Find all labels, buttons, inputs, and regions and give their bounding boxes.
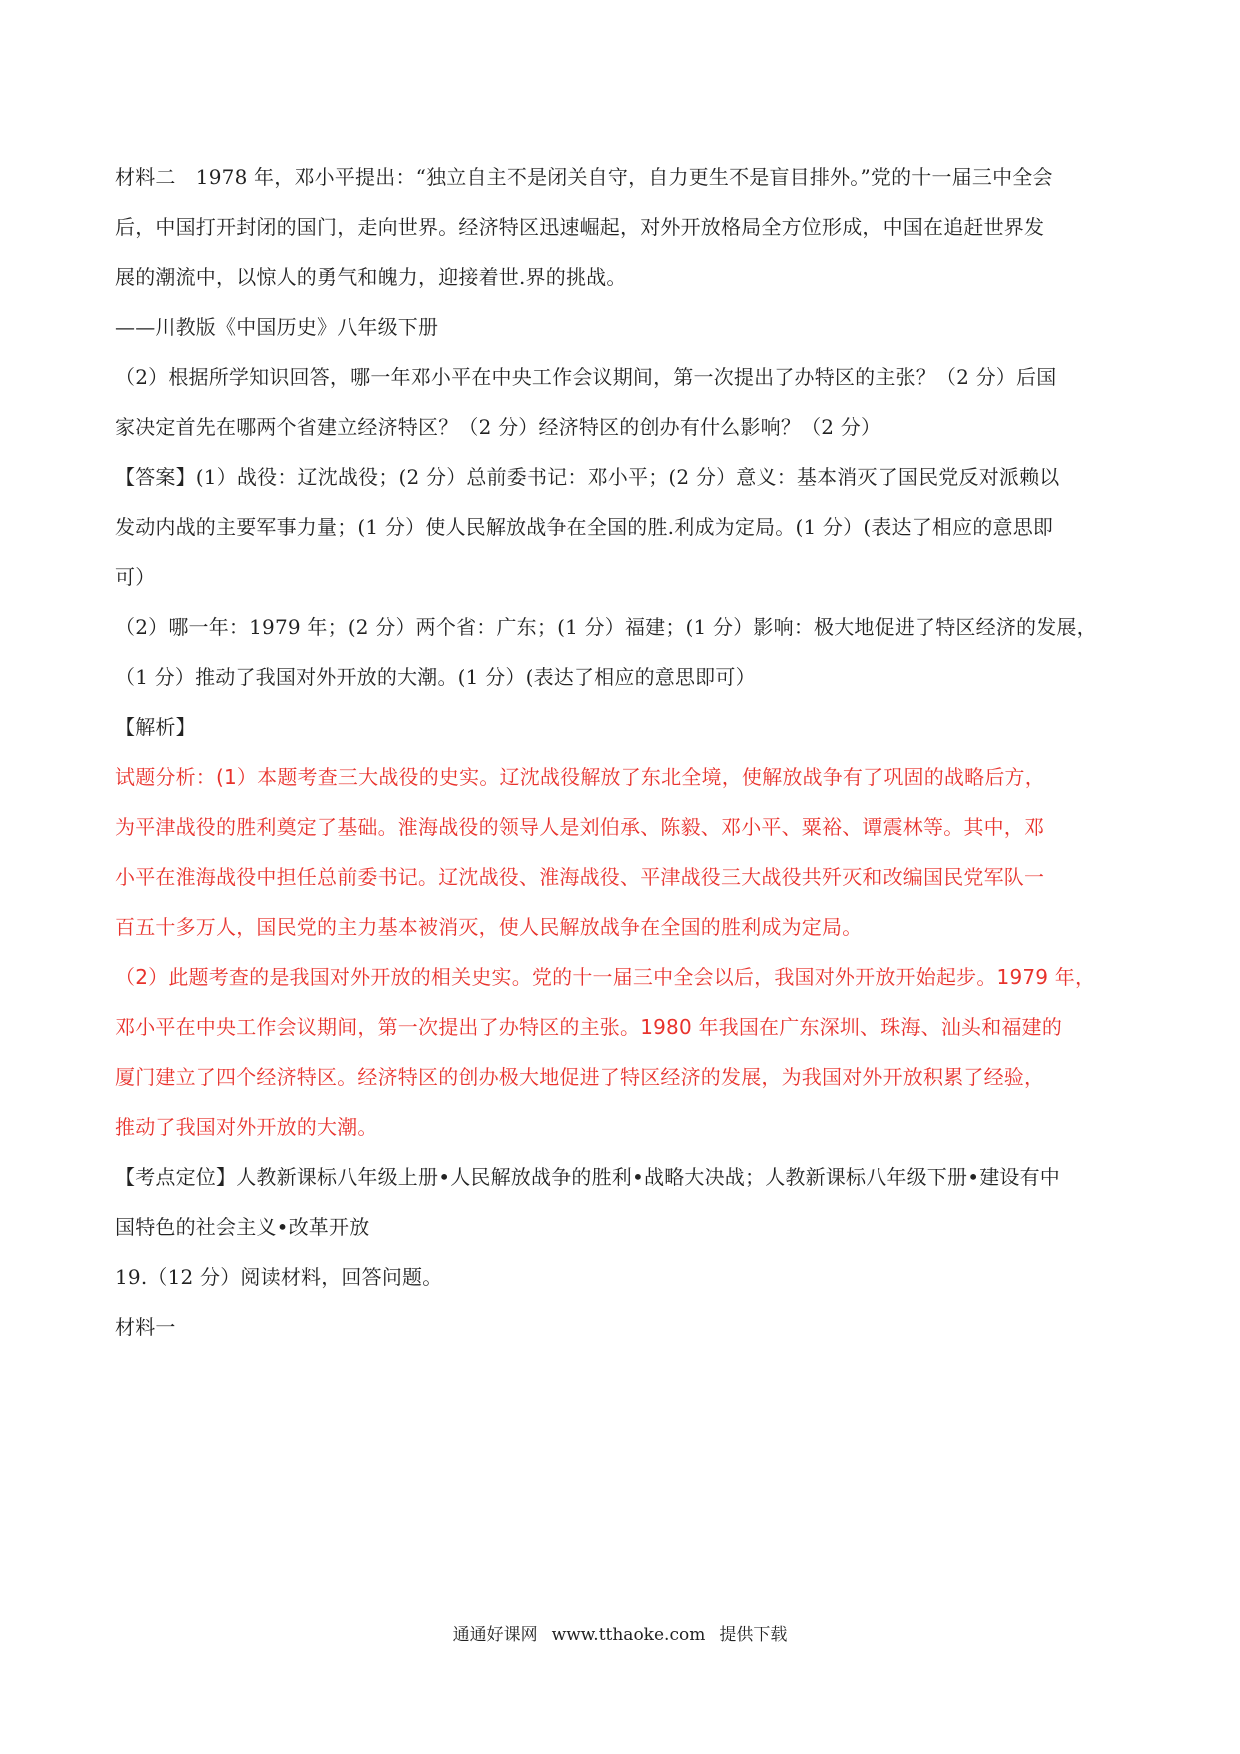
analysis-line: 小平在淮海战役中担任总前委书记。辽沈战役、淮海战役、平津战役三大战役共歼灭和改编国民党军队一 [115,865,1045,889]
material2-source: ——川教版《中国历史》八年级下册 [115,315,439,339]
footer-url[interactable]: www.tthaoke.com [551,1625,706,1645]
answer-line: 【答案】(1）战役：辽沈战役；(2 分）总前委书记：邓小平；(2 分）意义：基本消灭了国民党反对派赖以 [115,465,1060,489]
analysis-line: 为平津战役的胜利奠定了基础。淮海战役的领导人是刘伯承、陈毅、邓小平、粟裕、谭震林等。其中，邓 [115,815,1045,839]
analysis-heading: 【解析】 [115,715,196,739]
analysis-line: 百五十多万人，国民党的主力基本被消灭，使人民解放战争在全国的胜利成为定局。 [115,915,863,939]
kaodian-line: 国特色的社会主义•改革开放 [115,1215,370,1239]
material2-line: 后，中国打开封闭的国门，走向世界。经济特区迅速崛起，对外开放格局全方位形成，中国在追赶世界发 [115,215,1045,239]
question2-line: 家决定首先在哪两个省建立经济特区？（2 分）经济特区的创办有什么影响？（2 分） [115,415,882,439]
analysis-line: 厦门建立了四个经济特区。经济特区的创办极大地促进了特区经济的发展，为我国对外开放积累了经验， [115,1065,1045,1089]
analysis-line: 试题分析：(1）本题考查三大战役的史实。辽沈战役解放了东北全境，使解放战争有了巩固的战略后方， [115,765,1045,789]
kaodian-line: 【考点定位】人教新课标八年级上册•人民解放战争的胜利•战略大决战；人教新课标八年级下册•建设有中 [115,1165,1060,1189]
analysis-line: 邓小平在中央工作会议期间，第一次提出了办特区的主张。1980 年我国在广东深圳、珠海、汕头和福建的 [115,1015,1063,1039]
page-footer [0,1623,1240,1647]
page-content [115,152,1135,1352]
question19-line: 19.（12 分）阅读材料，回答问题。 [115,1265,443,1289]
answer-line: 发动内战的主要军事力量；(1 分）使人民解放战争在全国的胜.利成为定局。(1 分）(表达了相应的意思即 [115,515,1054,539]
material2-line: 展的潮流中，以惊人的勇气和魄力，迎接着世.界的挑战。 [115,265,627,289]
footer-site-name: 通通好课网 [452,1625,538,1645]
question2-line: （2）根据所学知识回答，哪一年邓小平在中央工作会议期间，第一次提出了办特区的主张？（2 分）后国 [115,365,1057,389]
analysis-line: （2）此题考查的是我国对外开放的相关史实。党的十一届三中全会以后，我国对外开放开始起步。1979 年， [115,965,1096,989]
answer-line: （2）哪一年：1979 年；(2 分）两个省：广东；(1 分）福建；(1 分）影响：极大地促进了特区经济的发展， [115,615,1097,639]
analysis-line: 推动了我国对外开放的大潮。 [115,1115,378,1139]
footer-download-text: 提供下载 [719,1625,788,1645]
question19-material-label: 材料一 [115,1315,176,1339]
material2-line: 材料二 1978 年，邓小平提出：“独立自主不是闭关自守，自力更生不是盲目排外。”党的十一届三中全会 [115,165,1053,189]
answer-line: （1 分）推动了我国对外开放的大潮。(1 分）(表达了相应的意思即可） [115,665,756,689]
answer-line: 可） [115,565,156,589]
